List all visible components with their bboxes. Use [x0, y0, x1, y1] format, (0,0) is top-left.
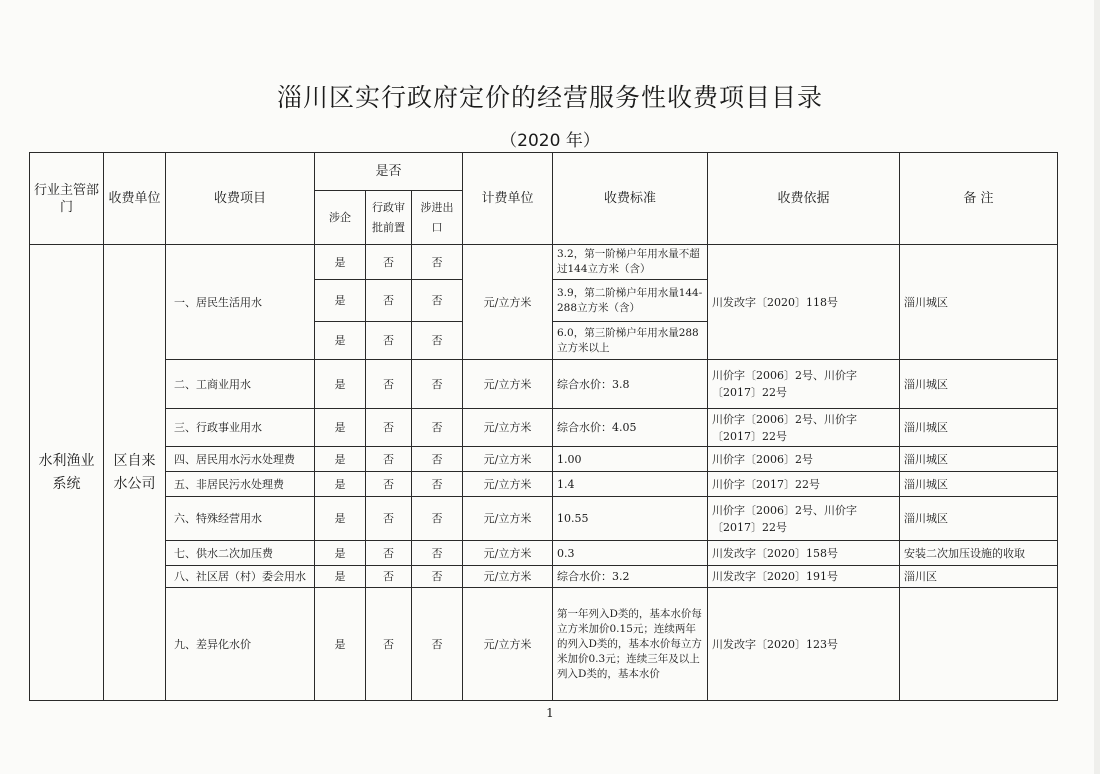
item-cell: 三、行政事业用水 — [166, 409, 315, 447]
note-cell: 淄川城区 — [900, 472, 1058, 497]
document-title: 淄川区实行政府定价的经营服务性收费项目目录 — [276, 83, 823, 112]
jifei-cell: 元/立方米 — [463, 588, 553, 701]
table-row — [30, 245, 1058, 280]
jifei-cell: 元/立方米 — [463, 360, 553, 409]
std-cell: 3.2，第一阶梯户年用水量不超过144立方米（含） — [553, 245, 708, 280]
yiju-cell: 川价字〔2017〕22号 — [708, 472, 900, 497]
xingzheng-cell: 否 — [366, 447, 412, 472]
sheqi-cell: 是 — [315, 322, 366, 360]
item-cell: 二、工商业用水 — [166, 360, 315, 409]
sheqi-cell: 是 — [315, 360, 366, 409]
header-jifei: 计费单位 — [463, 153, 553, 245]
jifei-cell: 元/立方米 — [463, 472, 553, 497]
std-cell: 综合水价：3.2 — [553, 566, 708, 588]
shejin-cell: 否 — [412, 588, 463, 701]
yiju-cell: 川价字〔2006〕2号、川价字〔2017〕22号 — [708, 409, 900, 447]
jifei-cell: 元/立方米 — [463, 245, 553, 360]
table-row — [30, 497, 1058, 541]
item-cell: 一、居民生活用水 — [166, 245, 315, 360]
item-cell: 九、差异化水价 — [166, 588, 315, 701]
shejin-cell: 否 — [412, 447, 463, 472]
dept-cell: 水利渔业系统 — [30, 245, 104, 701]
yiju-cell: 川发改字〔2020〕158号 — [708, 541, 900, 566]
std-cell: 1.4 — [553, 472, 708, 497]
std-cell: 3.9，第二阶梯户年用水量144-288立方米（含） — [553, 280, 708, 322]
header-yiju: 收费依据 — [708, 153, 900, 245]
shejin-cell: 否 — [412, 245, 463, 280]
shejin-cell: 否 — [412, 280, 463, 322]
jifei-cell: 元/立方米 — [463, 409, 553, 447]
header-shifou: 是否 — [315, 153, 463, 191]
xingzheng-cell: 否 — [366, 566, 412, 588]
note-cell: 淄川城区 — [900, 245, 1058, 360]
xingzheng-cell: 否 — [366, 322, 412, 360]
sheqi-cell: 是 — [315, 245, 366, 280]
shejin-cell: 否 — [412, 497, 463, 541]
table-row — [30, 566, 1058, 588]
std-cell: 10.55 — [553, 497, 708, 541]
yiju-cell: 川价字〔2006〕2号 — [708, 447, 900, 472]
sheqi-cell: 是 — [315, 566, 366, 588]
sheqi-cell: 是 — [315, 541, 366, 566]
table-row — [30, 541, 1058, 566]
sheqi-cell: 是 — [315, 497, 366, 541]
fee-table — [29, 152, 1058, 701]
header-xingzheng: 行政审批前置 — [366, 191, 412, 245]
sheqi-cell: 是 — [315, 472, 366, 497]
xingzheng-cell: 否 — [366, 245, 412, 280]
jifei-cell: 元/立方米 — [463, 566, 553, 588]
table-row — [30, 588, 1058, 701]
table-row — [30, 360, 1058, 409]
header-row — [30, 153, 1058, 191]
xingzheng-cell: 否 — [366, 360, 412, 409]
std-cell: 综合水价：3.8 — [553, 360, 708, 409]
note-cell: 淄川城区 — [900, 497, 1058, 541]
std-cell: 1.00 — [553, 447, 708, 472]
sheqi-cell: 是 — [315, 447, 366, 472]
header-biaozhun: 收费标准 — [553, 153, 708, 245]
table-row — [30, 409, 1058, 447]
header-beizhu: 备 注 — [900, 153, 1058, 245]
yiju-cell: 川发改字〔2020〕191号 — [708, 566, 900, 588]
yiju-cell: 川发改字〔2020〕123号 — [708, 588, 900, 701]
sheqi-cell: 是 — [315, 409, 366, 447]
note-cell — [900, 588, 1058, 701]
sheqi-cell: 是 — [315, 280, 366, 322]
unit-cell: 区自来水公司 — [104, 245, 166, 701]
note-cell: 淄川城区 — [900, 360, 1058, 409]
item-cell: 四、居民用水污水处理费 — [166, 447, 315, 472]
header-item: 收费项目 — [166, 153, 315, 245]
yiju-cell: 川发改字〔2020〕118号 — [708, 245, 900, 360]
xingzheng-cell: 否 — [366, 409, 412, 447]
shejin-cell: 否 — [412, 360, 463, 409]
note-cell: 安装二次加压设施的收取 — [900, 541, 1058, 566]
shejin-cell: 否 — [412, 409, 463, 447]
item-cell: 七、供水二次加压费 — [166, 541, 315, 566]
shejin-cell: 否 — [412, 322, 463, 360]
std-cell: 第一年列入D类的，基本水价每立方米加价0.15元；连续两年的列入D类的，基本水价每立方米加价0.3元；连续三年及以上列入D类的，基本水价 — [553, 588, 708, 701]
note-cell: 淄川区 — [900, 566, 1058, 588]
jifei-cell: 元/立方米 — [463, 497, 553, 541]
jifei-cell: 元/立方米 — [463, 447, 553, 472]
std-cell: 6.0，第三阶梯户年用水量288立方米以上 — [553, 322, 708, 360]
shejin-cell: 否 — [412, 472, 463, 497]
header-dept: 行业主管部门 — [30, 153, 104, 245]
note-cell: 淄川城区 — [900, 447, 1058, 472]
xingzheng-cell: 否 — [366, 541, 412, 566]
std-cell: 0.3 — [553, 541, 708, 566]
xingzheng-cell: 否 — [366, 497, 412, 541]
table-row — [30, 472, 1058, 497]
sheqi-cell: 是 — [315, 588, 366, 701]
item-cell: 八、社区居（村）委会用水 — [166, 566, 315, 588]
item-cell: 六、特殊经营用水 — [166, 497, 315, 541]
xingzheng-cell: 否 — [366, 280, 412, 322]
shejin-cell: 否 — [412, 566, 463, 588]
yiju-cell: 川价字〔2006〕2号、川价字〔2017〕22号 — [708, 497, 900, 541]
std-cell: 综合水价：4.05 — [553, 409, 708, 447]
jifei-cell: 元/立方米 — [463, 541, 553, 566]
xingzheng-cell: 否 — [366, 588, 412, 701]
shejin-cell: 否 — [412, 541, 463, 566]
scan-edge — [1094, 0, 1100, 774]
page-number: 1 — [546, 706, 554, 720]
xingzheng-cell: 否 — [366, 472, 412, 497]
header-unit: 收费单位 — [104, 153, 166, 245]
header-shejin: 涉进出口 — [412, 191, 463, 245]
item-cell: 五、非居民污水处理费 — [166, 472, 315, 497]
document-subtitle: （2020 年） — [500, 131, 600, 151]
note-cell: 淄川城区 — [900, 409, 1058, 447]
header-sheqi: 涉企 — [315, 191, 366, 245]
yiju-cell: 川价字〔2006〕2号、川价字〔2017〕22号 — [708, 360, 900, 409]
table-row — [30, 447, 1058, 472]
